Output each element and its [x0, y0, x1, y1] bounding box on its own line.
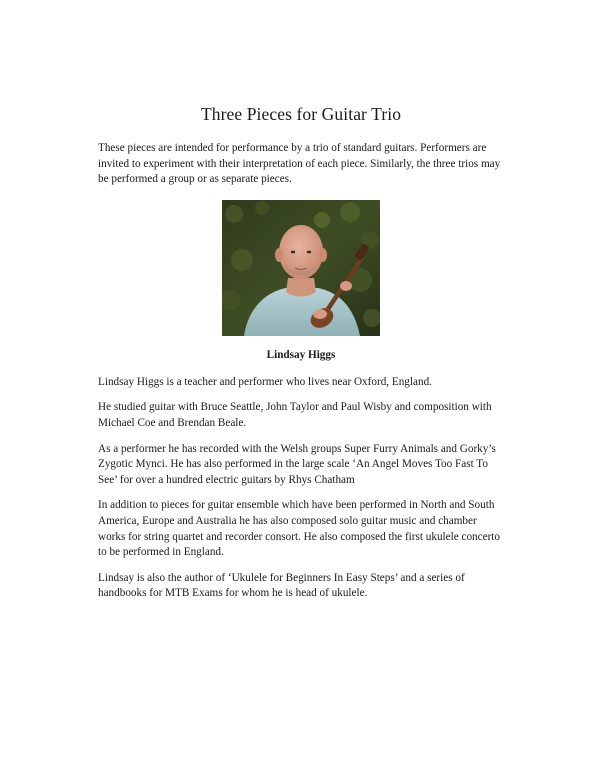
- photo-caption: Lindsay Higgs: [266, 348, 336, 361]
- document-page: [98, 104, 504, 612]
- bio-paragraph: As a performer he has recorded with the Welsh groups Super Furry Animals and Gorky’s Zygotic Mynci. He has also performed in the large scale ‘An Angel Moves Too Fast To See’ for over a hundred electric guitars by Rhys Chatham: [98, 442, 496, 486]
- bio-paragraph: He studied guitar with Bruce Seattle, John Taylor and Paul Wisby and composition with Michael Coe and Brendan Beale.: [98, 401, 492, 429]
- bio-paragraph: In addition to pieces for guitar ensemble which have been performed in North and South America, Europe and Australia he has also composed solo guitar music and chamber works for string quartet and recorder consort. He also composed the first ukulele concerto to be performed in England.: [98, 499, 500, 559]
- bio-paragraph: Lindsay is also the author of ‘Ukulele for Beginners In Easy Steps’ and a series of handbooks for MTB Exams for whom he is head of ukulele.: [98, 571, 465, 600]
- intro-paragraph: These pieces are intended for performance by a trio of standard guitars. Performers are invited to experiment with their interpretation of each piece. Similarly, the three trios may be performed a group or as separate pieces.: [98, 142, 501, 186]
- bio-paragraph: Lindsay Higgs is a teacher and performer who lives near Oxford, England.: [98, 375, 432, 388]
- portrait-photo: [222, 200, 380, 336]
- page-title: Three Pieces for Guitar Trio: [200, 104, 402, 124]
